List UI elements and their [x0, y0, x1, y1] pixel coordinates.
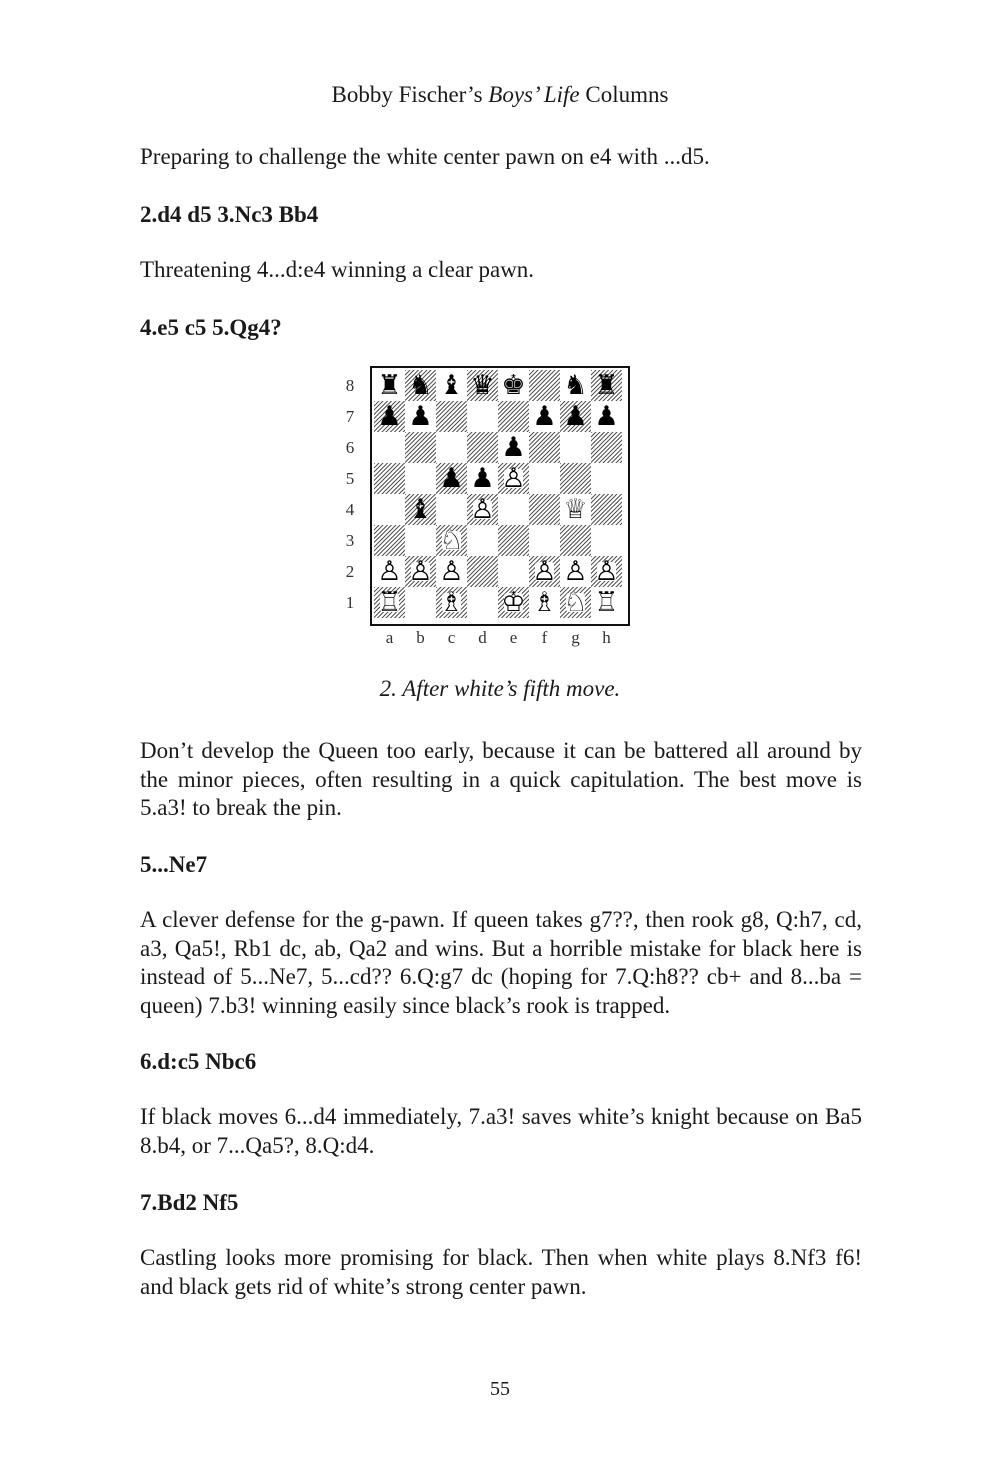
- rank-label: 2: [345, 562, 355, 581]
- square-e5: [498, 463, 529, 494]
- square-f6: [529, 432, 560, 463]
- square-d6: [467, 432, 498, 463]
- board-grid: [374, 370, 622, 618]
- white-pawn-icon: ♙: [563, 556, 588, 587]
- square-c3: [436, 525, 467, 556]
- black-king-icon: ♚: [501, 370, 526, 401]
- white-pawn-icon: ♙: [377, 556, 402, 587]
- square-f1: [529, 587, 560, 618]
- move-heading: 4.e5 c5 5.Qg4?: [140, 315, 282, 340]
- file-labels: [374, 628, 622, 648]
- square-d7: [467, 401, 498, 432]
- square-e2: [498, 556, 529, 587]
- white-rook-icon: ♖: [377, 587, 402, 618]
- square-d8: [467, 370, 498, 401]
- square-c2: [436, 556, 467, 587]
- rank-labels: [340, 370, 360, 618]
- square-a1: [374, 587, 405, 618]
- square-g2: [560, 556, 591, 587]
- square-a5: [374, 463, 405, 494]
- square-g7: [560, 401, 591, 432]
- white-pawn-icon: ♙: [470, 494, 495, 525]
- square-a6: [374, 432, 405, 463]
- square-c4: [436, 494, 467, 525]
- square-a2: [374, 556, 405, 587]
- file-label: h: [602, 628, 611, 647]
- square-b4: [405, 494, 436, 525]
- square-g4: [560, 494, 591, 525]
- move-heading: 7.Bd2 Nf5: [140, 1190, 239, 1215]
- square-b1: [405, 587, 436, 618]
- black-knight-icon: ♞: [563, 370, 588, 401]
- white-knight-icon: ♘: [439, 525, 464, 556]
- file-label: f: [541, 628, 548, 647]
- square-e3: [498, 525, 529, 556]
- black-queen-icon: ♛: [470, 370, 495, 401]
- black-pawn-icon: ♟: [377, 401, 402, 432]
- square-b3: [405, 525, 436, 556]
- white-pawn-icon: ♙: [408, 556, 433, 587]
- white-pawn-icon: ♙: [594, 556, 619, 587]
- white-queen-icon: ♕: [563, 494, 588, 525]
- square-c5: [436, 463, 467, 494]
- white-bishop-icon: ♗: [532, 587, 557, 618]
- square-a3: [374, 525, 405, 556]
- square-h6: [591, 432, 622, 463]
- square-g8: [560, 370, 591, 401]
- square-b6: [405, 432, 436, 463]
- square-d1: [467, 587, 498, 618]
- square-a7: [374, 401, 405, 432]
- rank-label: 8: [345, 376, 355, 395]
- page-number: 55: [490, 1378, 510, 1400]
- paragraph: Don’t develop the Queen too early, because it can be battered all around by the minor pieces, often resulting in a quick capitulation. The best move is 5.a3! to break the pin.: [140, 738, 862, 820]
- black-pawn-icon: ♟: [408, 401, 433, 432]
- file-label: c: [447, 628, 456, 647]
- square-f2: [529, 556, 560, 587]
- move-heading: 2.d4 d5 3.Nc3 Bb4: [140, 202, 319, 227]
- file-label: e: [509, 628, 518, 647]
- square-g6: [560, 432, 591, 463]
- rank-label: 4: [345, 500, 355, 519]
- square-f4: [529, 494, 560, 525]
- square-f5: [529, 463, 560, 494]
- chess-diagram: [370, 366, 630, 626]
- square-b5: [405, 463, 436, 494]
- black-knight-icon: ♞: [408, 370, 433, 401]
- rank-label: 7: [345, 407, 355, 426]
- white-pawn-icon: ♙: [439, 556, 464, 587]
- square-g5: [560, 463, 591, 494]
- square-b7: [405, 401, 436, 432]
- square-e6: [498, 432, 529, 463]
- square-h2: [591, 556, 622, 587]
- white-pawn-icon: ♙: [501, 463, 526, 494]
- paragraph: A clever defense for the g-pawn. If queen takes g7??, then rook g8, Q:h7, cd, a3, Qa5!, Rb1 dc, ab, Qa2 and wins. But a horrible mistake for black here is instead of 5...Ne7, 5...cd?? 6.Q:g7 dc (hoping for 7.Q:h8?? cb+ and 8...ba = queen) 7.b3! winning easily since black’s rook is trapped.: [140, 907, 862, 1018]
- square-f3: [529, 525, 560, 556]
- square-a8: [374, 370, 405, 401]
- black-pawn-icon: ♟: [532, 401, 557, 432]
- square-e4: [498, 494, 529, 525]
- black-bishop-icon: ♝: [439, 370, 464, 401]
- square-c7: [436, 401, 467, 432]
- square-c6: [436, 432, 467, 463]
- black-rook-icon: ♜: [594, 370, 619, 401]
- black-pawn-icon: ♟: [563, 401, 588, 432]
- white-king-icon: ♔: [501, 587, 526, 618]
- move-heading: 5...Ne7: [140, 852, 208, 877]
- square-h1: [591, 587, 622, 618]
- black-pawn-icon: ♟: [594, 401, 619, 432]
- black-pawn-icon: ♟: [501, 432, 526, 463]
- diagram-caption: 2. After white’s fifth move.: [379, 676, 621, 701]
- file-label: g: [571, 628, 580, 647]
- file-label: d: [478, 628, 487, 647]
- paragraph: Castling looks more promising for black. Then when white plays 8.Nf3 f6! and black gets rid of white’s strong center pawn.: [140, 1245, 862, 1299]
- rank-label: 3: [345, 531, 355, 550]
- file-label: b: [416, 628, 425, 647]
- black-bishop-icon: ♝: [408, 494, 433, 525]
- rank-label: 1: [345, 593, 355, 612]
- running-head-italic: Boys’ Life: [488, 82, 580, 107]
- square-c1: [436, 587, 467, 618]
- square-g1: [560, 587, 591, 618]
- square-h3: [591, 525, 622, 556]
- white-bishop-icon: ♗: [439, 587, 464, 618]
- paragraph: Threatening 4...d:e4 winning a clear pawn.: [140, 257, 535, 282]
- square-b8: [405, 370, 436, 401]
- square-e7: [498, 401, 529, 432]
- square-d4: [467, 494, 498, 525]
- square-e8: [498, 370, 529, 401]
- square-d3: [467, 525, 498, 556]
- paragraph: Preparing to challenge the white center pawn on e4 with ...d5.: [140, 144, 710, 169]
- square-h5: [591, 463, 622, 494]
- square-c8: [436, 370, 467, 401]
- square-h7: [591, 401, 622, 432]
- square-g3: [560, 525, 591, 556]
- square-h4: [591, 494, 622, 525]
- square-e1: [498, 587, 529, 618]
- square-f8: [529, 370, 560, 401]
- black-pawn-icon: ♟: [470, 463, 495, 494]
- paragraph: If black moves 6...d4 immediately, 7.a3! saves white’s knight because on Ba5 8.b4, or 7...Qa5?, 8.Q:d4.: [140, 1104, 862, 1158]
- move-heading: 6.d:c5 Nbc6: [140, 1049, 257, 1074]
- black-rook-icon: ♜: [377, 370, 402, 401]
- square-b2: [405, 556, 436, 587]
- square-d5: [467, 463, 498, 494]
- rank-label: 6: [345, 438, 355, 457]
- square-d2: [467, 556, 498, 587]
- white-pawn-icon: ♙: [532, 556, 557, 587]
- white-knight-icon: ♘: [563, 587, 588, 618]
- running-head: Bobby Fischer’s Boys’ Life Columns: [331, 82, 669, 107]
- square-a4: [374, 494, 405, 525]
- white-rook-icon: ♖: [594, 587, 619, 618]
- square-f7: [529, 401, 560, 432]
- file-label: a: [385, 628, 394, 647]
- black-pawn-icon: ♟: [439, 463, 464, 494]
- rank-label: 5: [345, 469, 355, 488]
- square-h8: [591, 370, 622, 401]
